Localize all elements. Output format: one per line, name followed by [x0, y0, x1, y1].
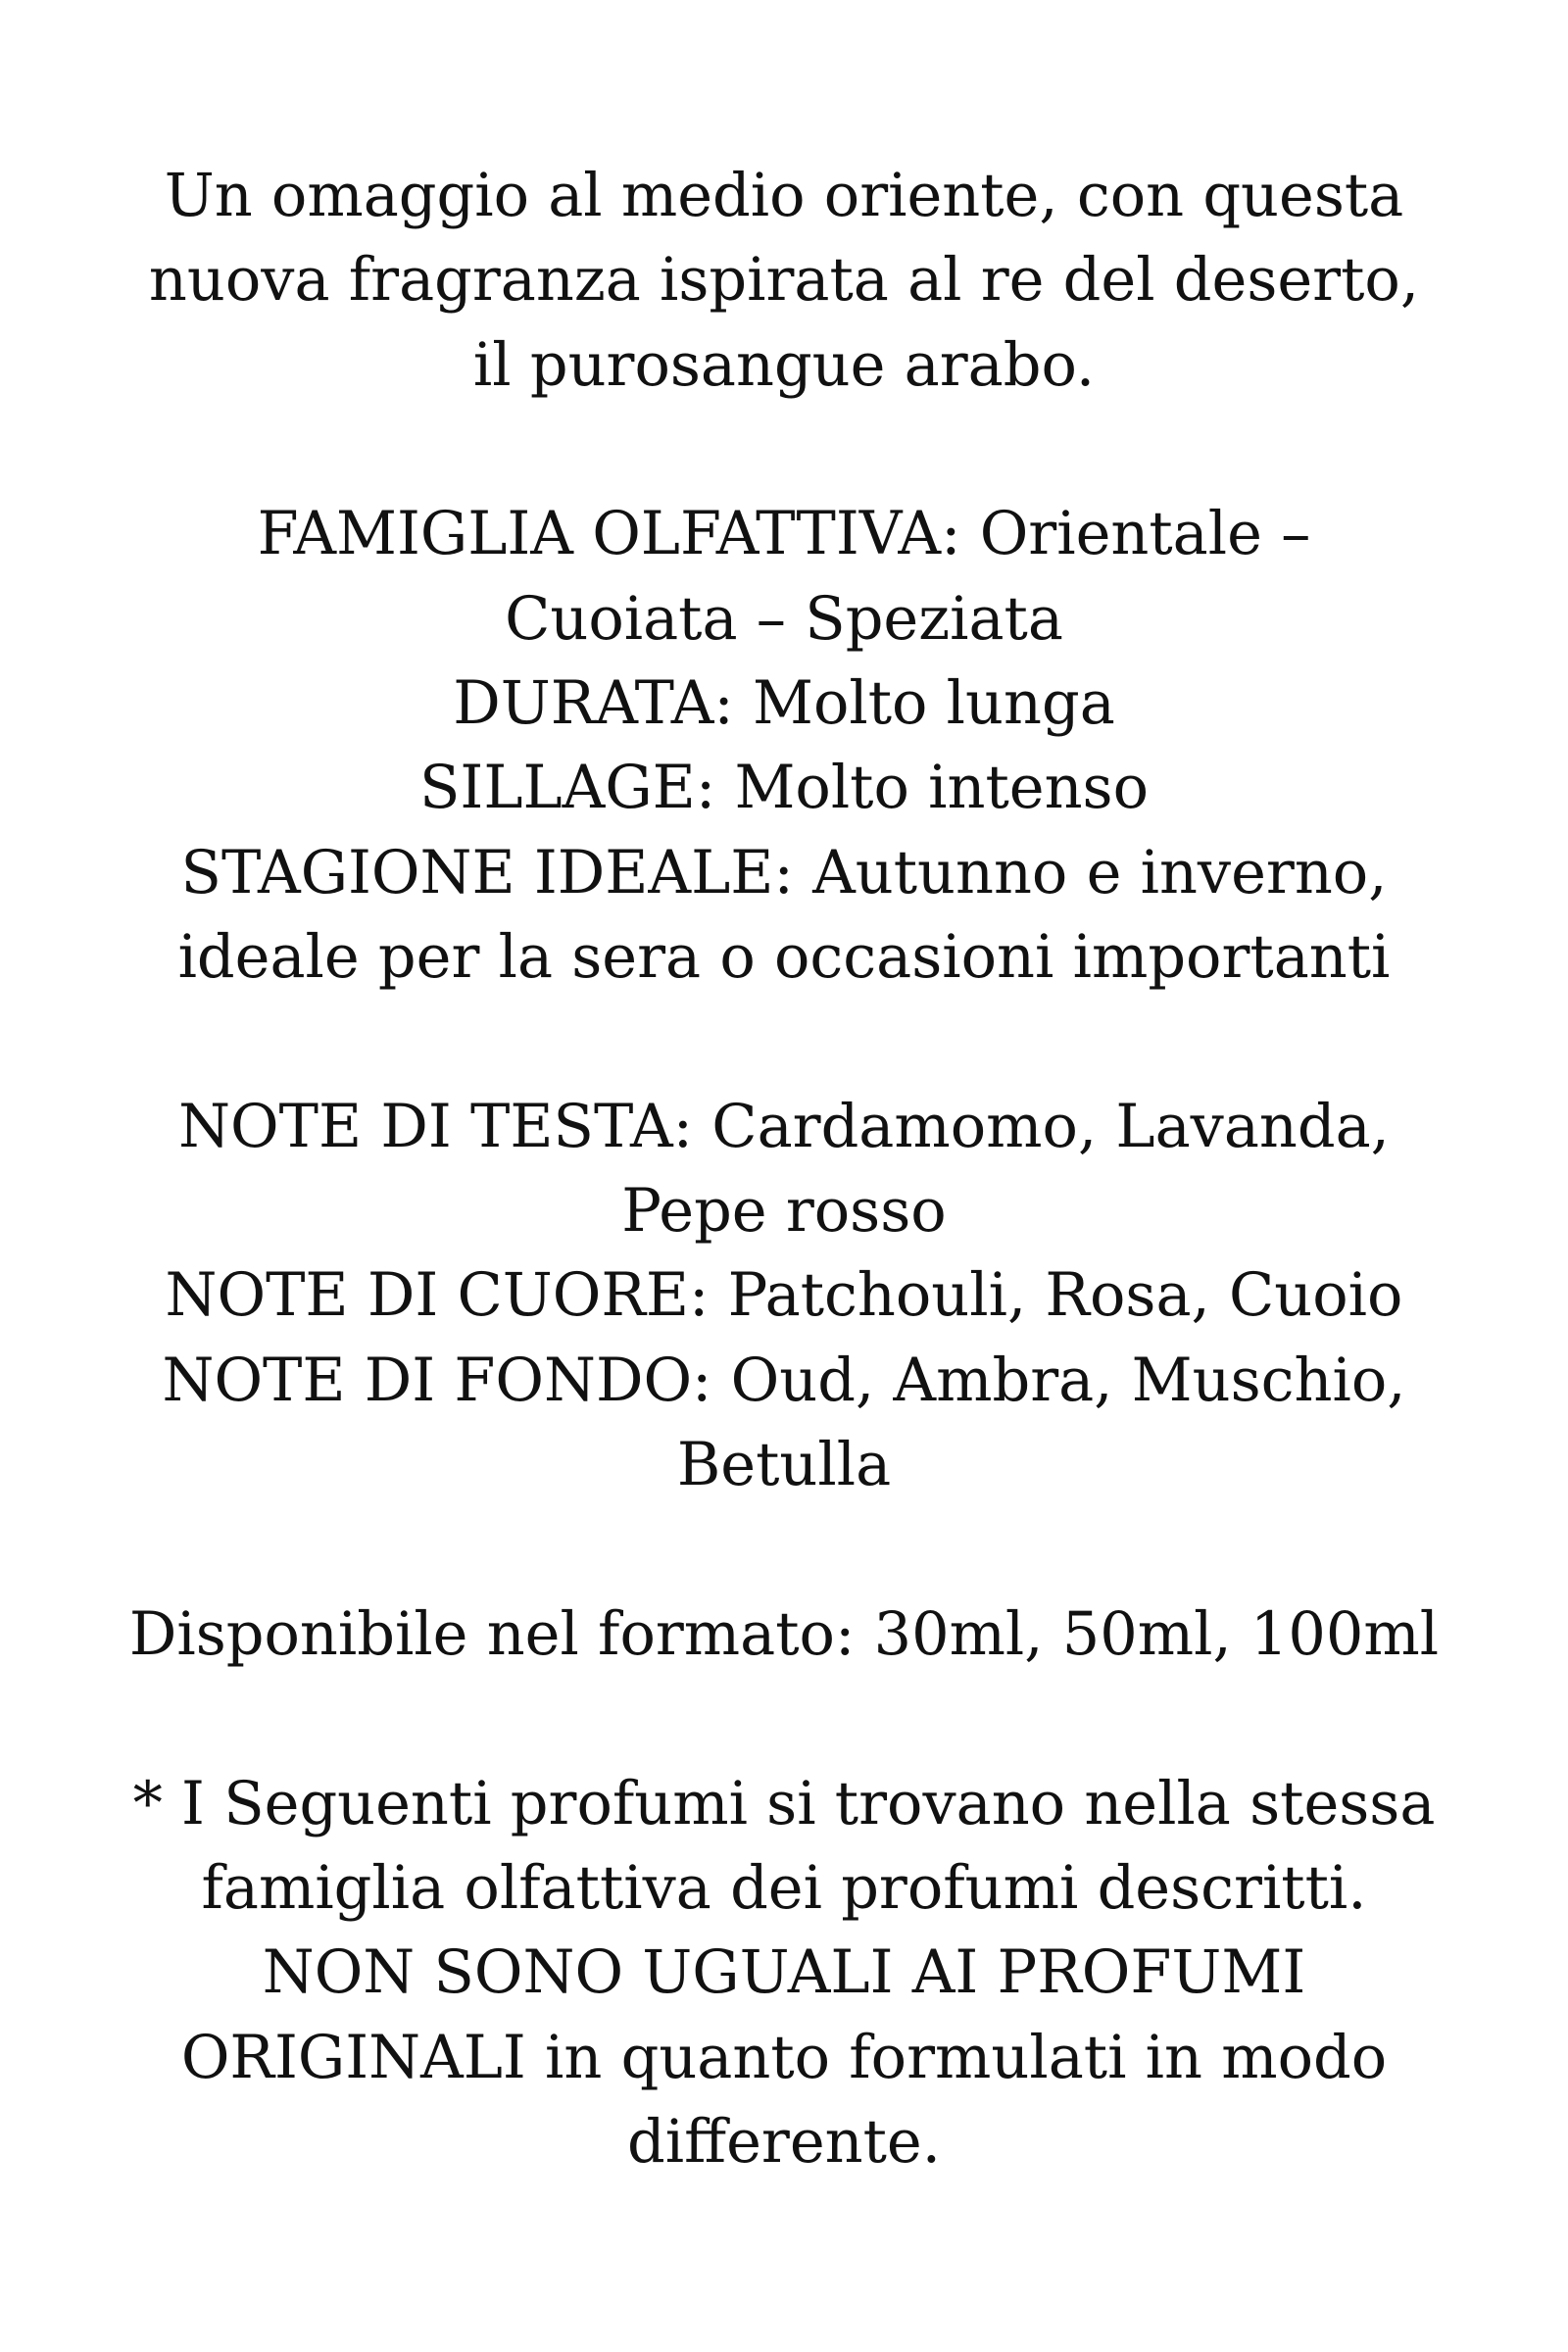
fragrance-description — [0, 154, 1568, 2184]
base-notes-line: Betulla — [676, 1431, 892, 1500]
formats-paragraph — [0, 1592, 1568, 1677]
intro-line: nuova fragranza ispirata al re del deserto, — [148, 246, 1420, 316]
disclaimer-line: NON SONO UGUALI AI PROFUMI — [262, 1938, 1306, 2008]
top-notes-line: NOTE DI TESTA: Cardamomo, Lavanda, — [178, 1092, 1390, 1161]
intro-line: il purosangue arabo. — [472, 330, 1096, 400]
olfactory-family-line: Cuoiata – Speziata — [505, 584, 1063, 654]
disclaimer-line: differente. — [627, 2107, 941, 2177]
characteristics-paragraph — [0, 492, 1568, 1000]
paragraph-spacer — [0, 408, 1568, 492]
top-notes-line: Pepe rosso — [621, 1177, 947, 1247]
heart-notes-line: NOTE DI CUORE: Patchouli, Rosa, Cuoio — [165, 1261, 1403, 1331]
notes-paragraph — [0, 1085, 1568, 1508]
intro-paragraph — [0, 154, 1568, 408]
sillage-line: SILLAGE: Molto intenso — [418, 754, 1150, 823]
disclaimer-line: famiglia olfattiva dei profumi descritti. — [201, 1853, 1367, 1923]
disclaimer-line: ORIGINALI in quanto formulati in modo — [180, 2023, 1388, 2092]
formats-line: Disponibile nel formato: 30ml, 50ml, 100ml — [128, 1599, 1440, 1669]
paragraph-spacer — [0, 1508, 1568, 1592]
duration-line: DURATA: Molto lunga — [453, 669, 1115, 739]
season-line: ideale per la sera o occasioni importanti — [177, 923, 1391, 993]
paragraph-spacer — [0, 1677, 1568, 1761]
season-line: STAGIONE IDEALE: Autunno e inverno, — [180, 838, 1388, 907]
olfactory-family-line: FAMIGLIA OLFATTIVA: Orientale – — [257, 500, 1311, 569]
disclaimer-line: * I Seguenti profumi si trovano nella stessa — [132, 1769, 1436, 1838]
disclaimer-paragraph — [0, 1762, 1568, 2185]
paragraph-spacer — [0, 1000, 1568, 1084]
intro-line: Un omaggio al medio oriente, con questa — [164, 162, 1404, 230]
base-notes-line: NOTE DI FONDO: Oud, Ambra, Muschio, — [162, 1346, 1406, 1415]
